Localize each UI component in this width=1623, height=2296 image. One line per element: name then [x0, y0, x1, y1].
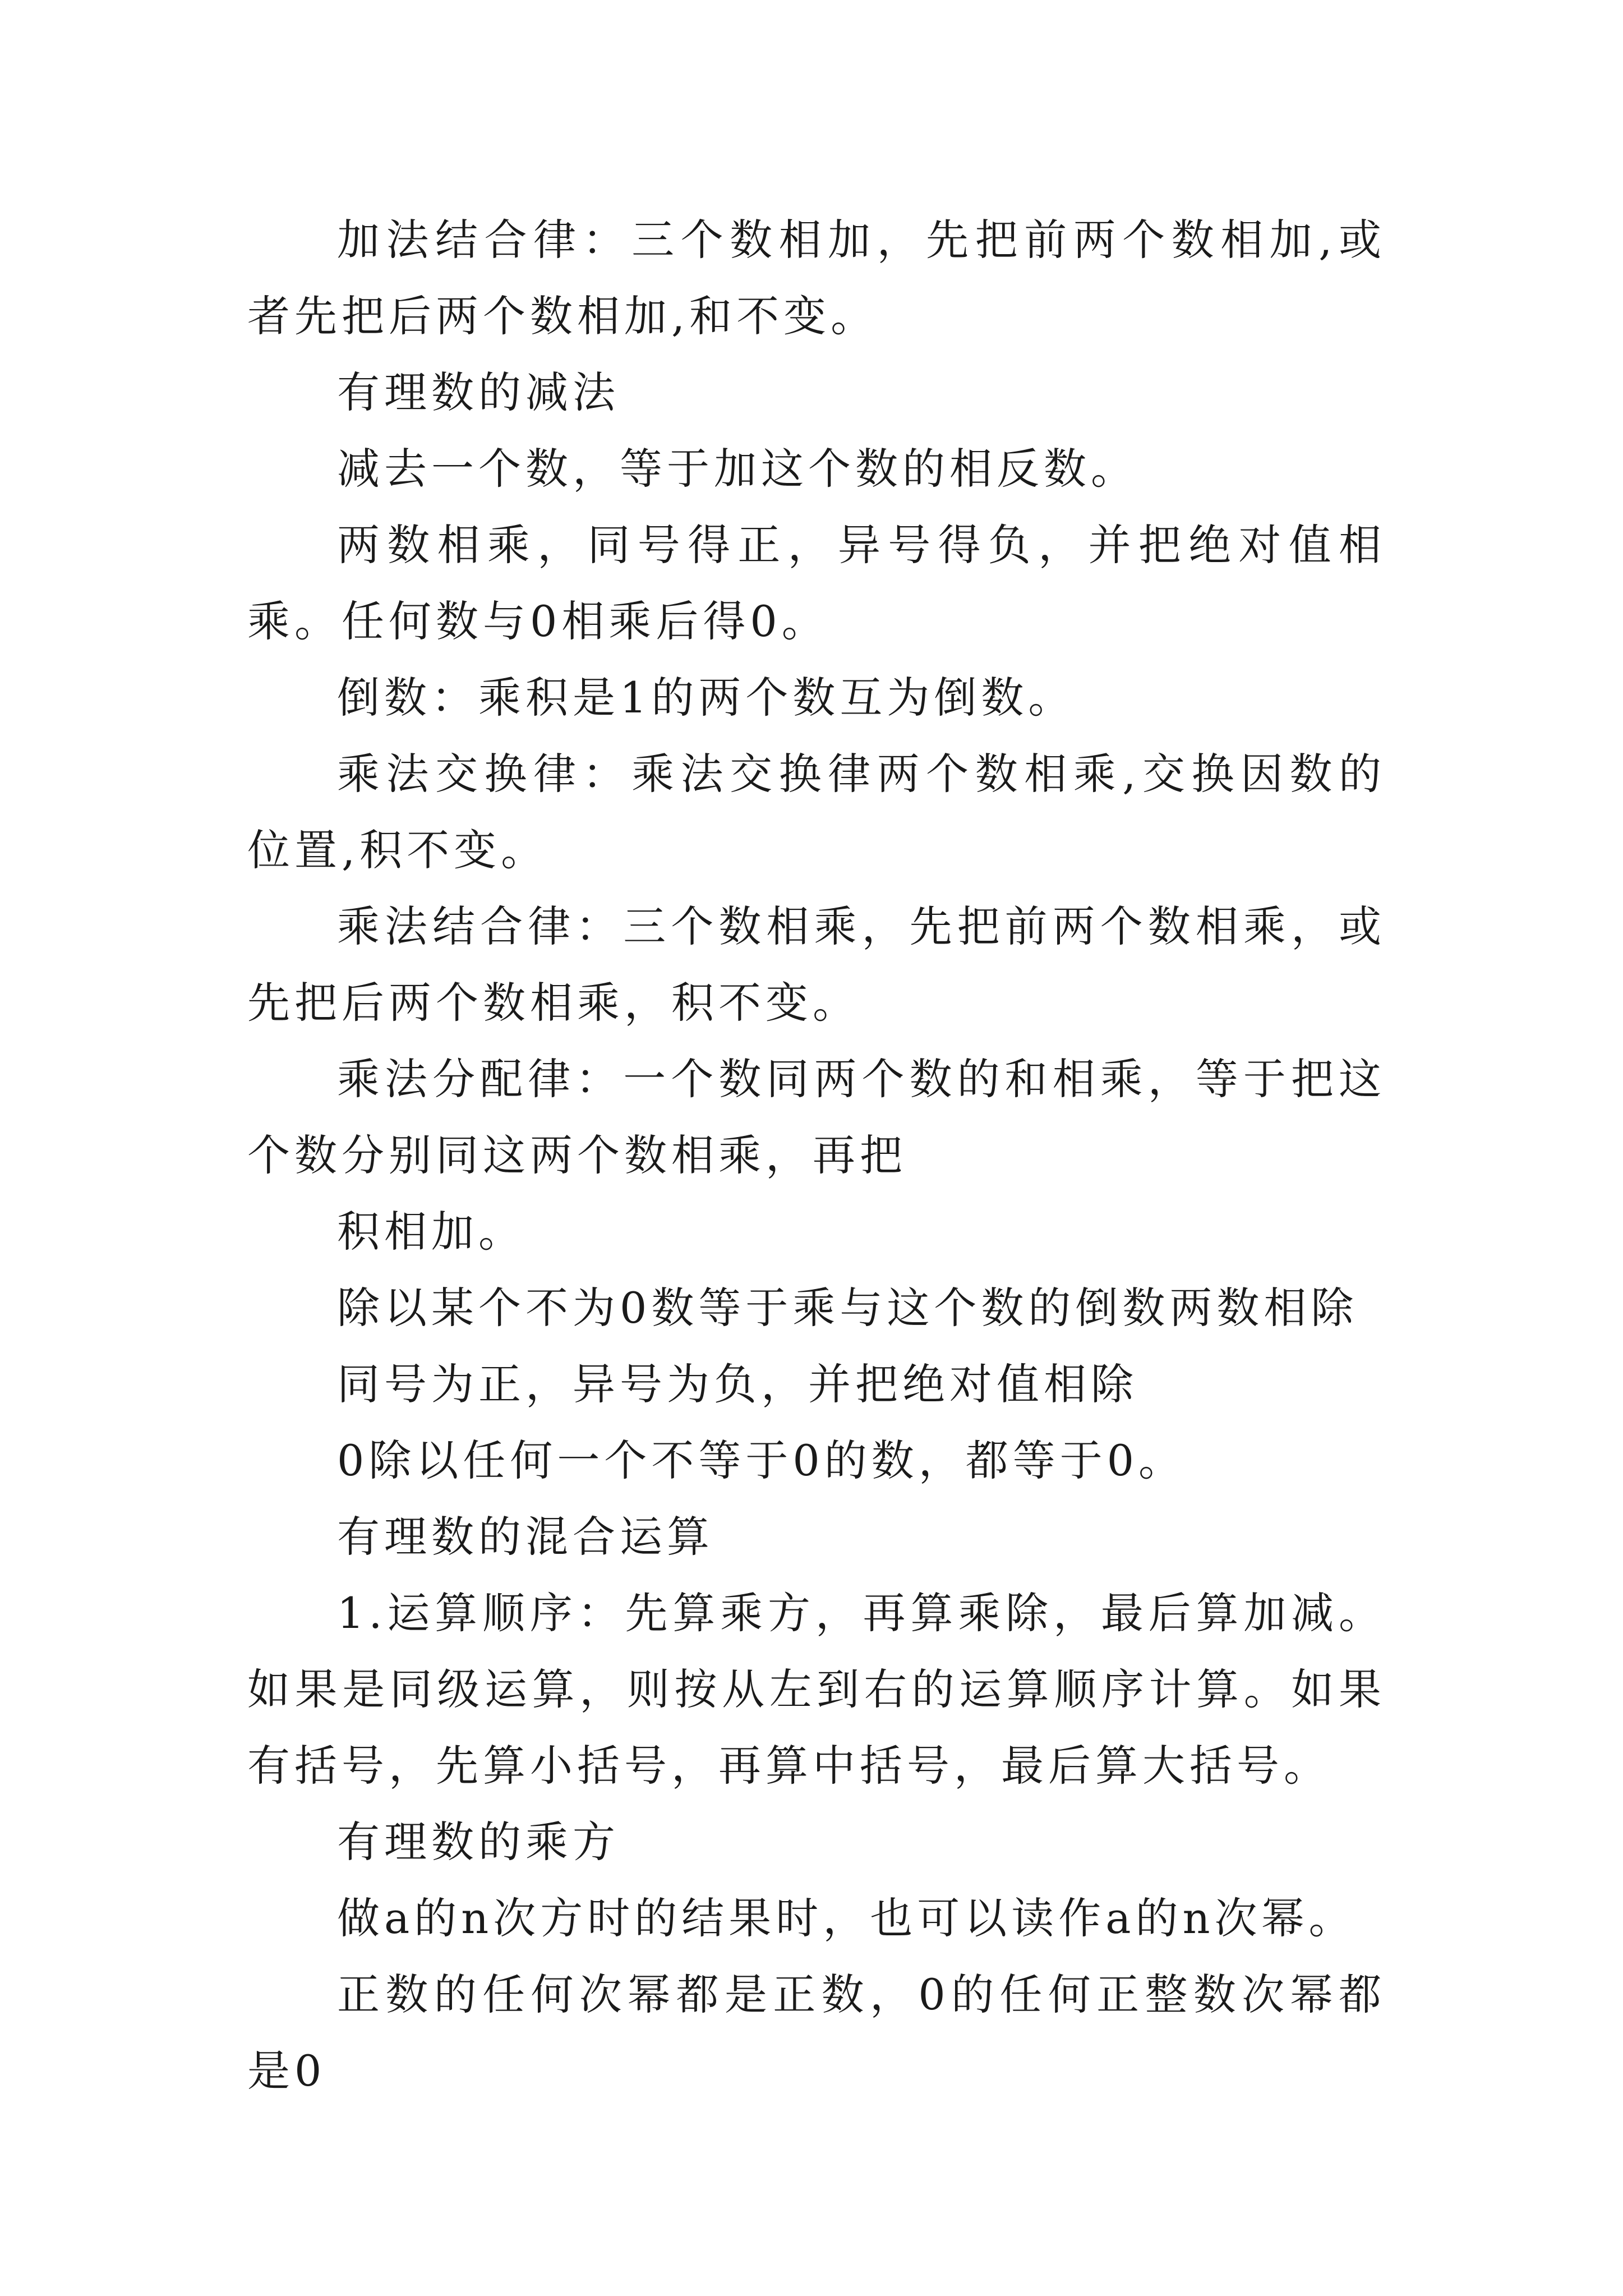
paragraph-multiplication-commutative: 乘法交换律：乘法交换律两个数相乘,交换因数的位置,积不变。 — [247, 749, 1386, 875]
heading-mixed-operations: 有理数的混合运算 — [337, 1512, 714, 1562]
paragraph-distributive-continued: 积相加。 — [337, 1207, 525, 1257]
heading-subtraction: 有理数的减法 — [337, 367, 620, 417]
document-body — [247, 202, 1386, 2109]
paragraph-multiplication-associative: 乘法结合律：三个数相乘，先把前两个数相乘，或先把后两个数相乘，积不变。 — [247, 901, 1386, 1028]
paragraph-zero-division: 0除以任何一个不等于0的数，都等于0。 — [337, 1435, 1186, 1485]
paragraph-distributive: 乘法分配律：一个数同两个数的和相乘，等于把这个数分别同这两个数相乘，再把 — [247, 1054, 1386, 1180]
heading-exponentiation: 有理数的乘方 — [337, 1817, 620, 1867]
paragraph-subtraction-rule: 减去一个数，等于加这个数的相反数。 — [337, 444, 1138, 494]
paragraph-power-reading: 做a的n次方时的结果时，也可以读作a的n次幂。 — [337, 1893, 1356, 1943]
paragraph-operation-order: 1.运算顺序：先算乘方，再算乘除，最后算加减。如果是同级运算，则按从左到右的运算顺序计算。如果有括号，先算小括号，再算中括号，最后算大括号。 — [247, 1588, 1386, 1791]
paragraph-division-rule: 除以某个不为0数等于乘与这个数的倒数两数相除 — [337, 1283, 1358, 1333]
paragraph-power-sign: 正数的任何次幂都是正数，0的任何正整数次幂都是0 — [247, 1970, 1386, 2096]
paragraph-addition-associative: 加法结合律：三个数相加，先把前两个数相加,或者先把后两个数相加,和不变。 — [247, 215, 1386, 341]
paragraph-multiplication-sign-rule: 两数相乘，同号得正，异号得负，并把绝对值相乘。任何数与0相乘后得0。 — [247, 520, 1386, 646]
paragraph-division-sign-rule: 同号为正，异号为负，并把绝对值相除 — [337, 1359, 1138, 1409]
paragraph-reciprocal: 倒数：乘积是1的两个数互为倒数。 — [337, 673, 1076, 723]
